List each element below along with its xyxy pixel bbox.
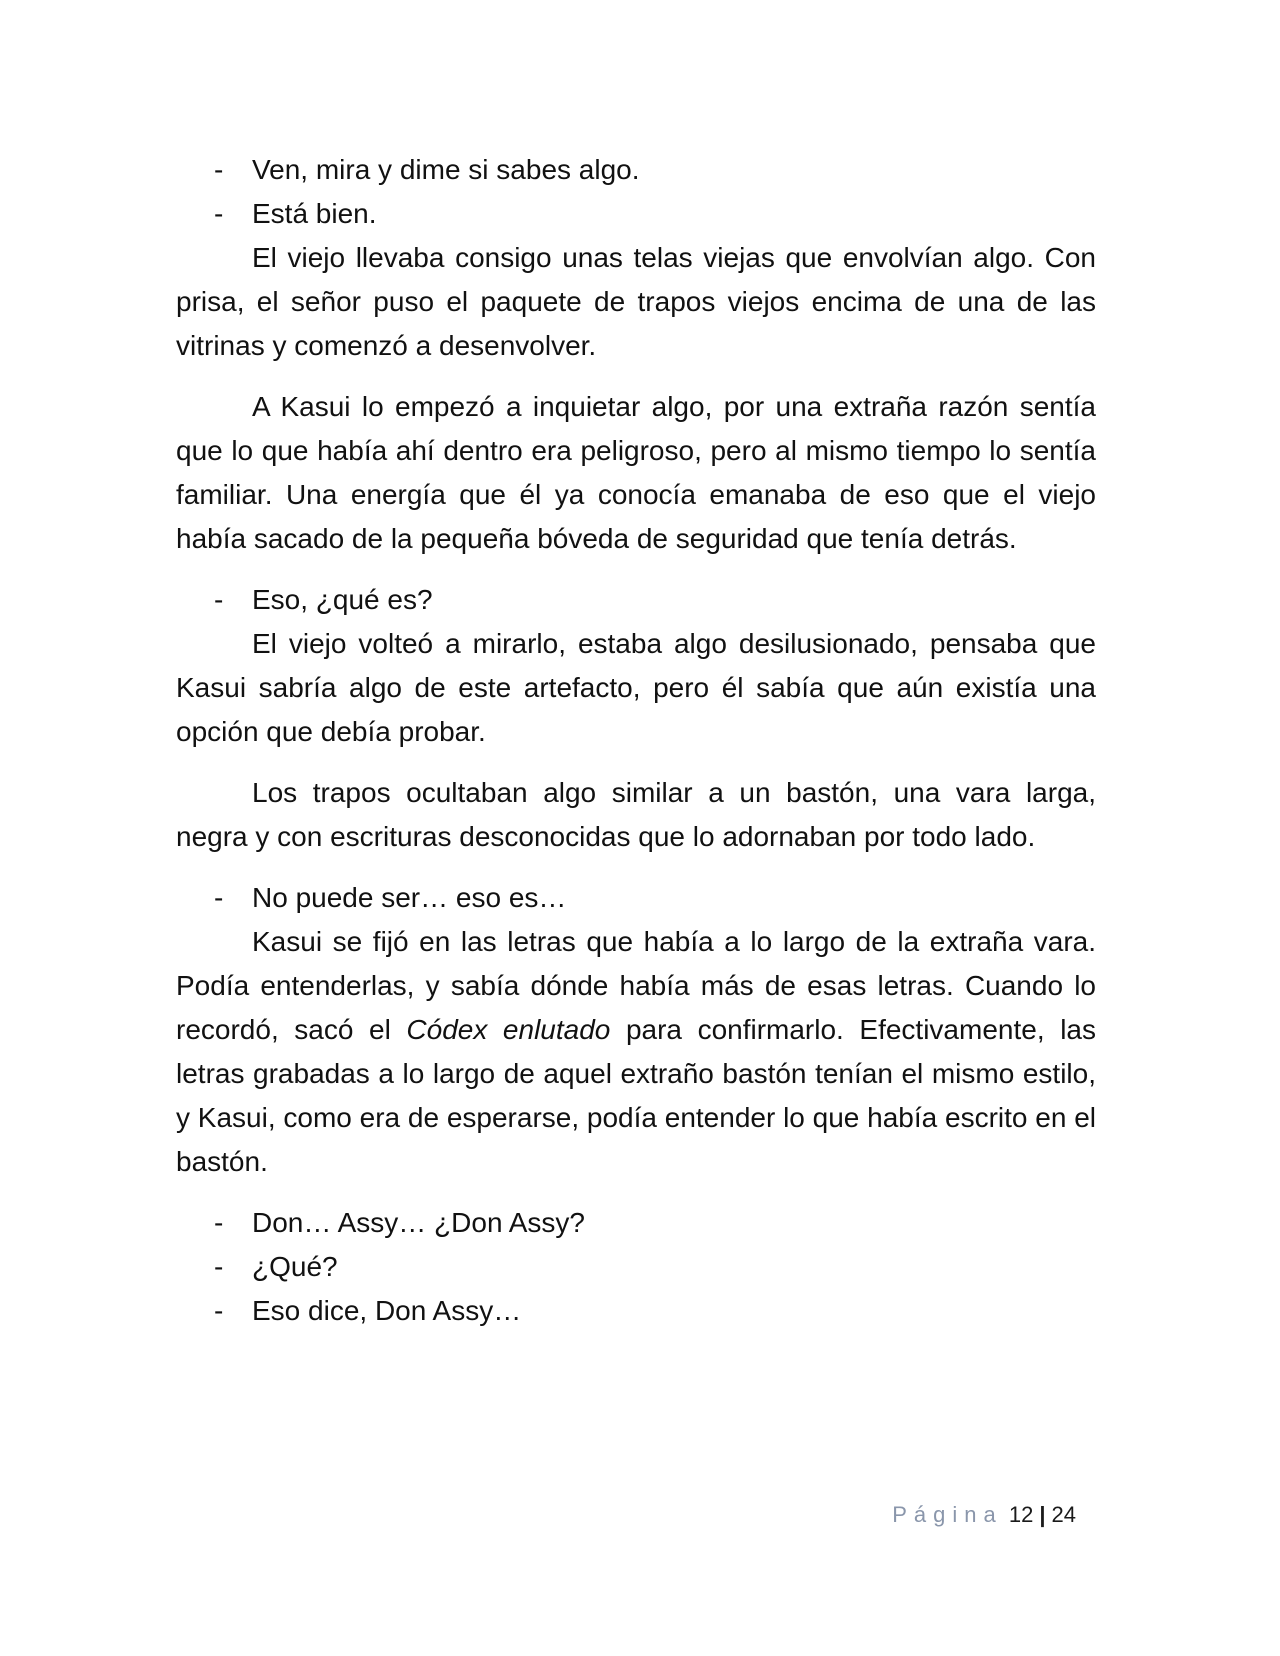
- paragraph-text: para confirmarlo. Efectivamente, las letras grabadas a lo largo de aquel extraño bastón tenían el mismo estilo, y Kasui, como era de esperarse, podía entender lo que había escrito en el bastón.: [176, 1014, 1096, 1177]
- page-current: 12: [1008, 1502, 1034, 1527]
- page-label: Página: [892, 1502, 1003, 1527]
- paragraph-text: Kasui se fijó en las letras que había a lo largo de la extraña vara. Podía entenderlas, y sabía dónde había más de esas letras. Cuando lo recordó, sacó el: [176, 926, 1096, 1045]
- dialogue-line: [176, 192, 1096, 236]
- book-title-italic: Códex enlutado: [406, 1014, 611, 1045]
- paragraph: A Kasui lo empezó a inquietar algo, por una extraña razón sentía que lo que había ahí dentro era peligroso, pero al mismo tiempo lo sentía familiar. Una energía que él ya conocía emanaba de eso que el viejo había sacado de la pequeña bóveda de seguridad que tenía detrás.: [176, 391, 1096, 554]
- dialogue-dash: -: [214, 154, 224, 185]
- dialogue-line: [176, 876, 1096, 920]
- dialogue-line: [176, 578, 1096, 622]
- paragraph-gap: [176, 368, 1096, 385]
- paragraph-gap: [176, 561, 1096, 578]
- dialogue-text: Eso dice, Don Assy…: [252, 1295, 522, 1326]
- paragraph: [176, 920, 1096, 1184]
- dialogue-dash: -: [214, 198, 224, 229]
- dialogue-text: Está bien.: [252, 198, 377, 229]
- dialogue-dash: -: [214, 882, 224, 913]
- dialogue-text: ¿Qué?: [252, 1251, 338, 1282]
- dialogue-line: [176, 148, 1096, 192]
- dialogue-dash: -: [214, 1295, 224, 1326]
- paragraph: Los trapos ocultaban algo similar a un bastón, una vara larga, negra y con escrituras desconocidas que lo adornaban por todo lado.: [176, 777, 1096, 852]
- paragraph-gap: [176, 754, 1096, 771]
- paragraph: El viejo volteó a mirarlo, estaba algo desilusionado, pensaba que Kasui sabría algo de este artefacto, pero él sabía que aún existía una opción que debía probar.: [176, 628, 1096, 747]
- dialogue-text: Eso, ¿qué es?: [252, 584, 433, 615]
- dialogue-line: [176, 1289, 1096, 1333]
- paragraph: El viejo llevaba consigo unas telas viejas que envolvían algo. Con prisa, el señor puso el paquete de trapos viejos encima de una de las vitrinas y comenzó a desenvolver.: [176, 242, 1096, 361]
- dialogue-text: Don… Assy… ¿Don Assy?: [252, 1207, 586, 1238]
- paragraph-gap: [176, 1184, 1096, 1201]
- dialogue-text: No puede ser… eso es…: [252, 882, 567, 913]
- page-separator: |: [1039, 1502, 1046, 1527]
- page-total: 24: [1051, 1502, 1076, 1527]
- page-footer: [892, 1500, 1076, 1530]
- paragraph-gap: [176, 859, 1096, 876]
- dialogue-line: [176, 1201, 1096, 1245]
- dialogue-dash: -: [214, 1251, 224, 1282]
- dialogue-dash: -: [214, 584, 224, 615]
- dialogue-dash: -: [214, 1207, 224, 1238]
- page-body: [176, 148, 1096, 1333]
- dialogue-line: [176, 1245, 1096, 1289]
- dialogue-text: Ven, mira y dime si sabes algo.: [252, 154, 640, 185]
